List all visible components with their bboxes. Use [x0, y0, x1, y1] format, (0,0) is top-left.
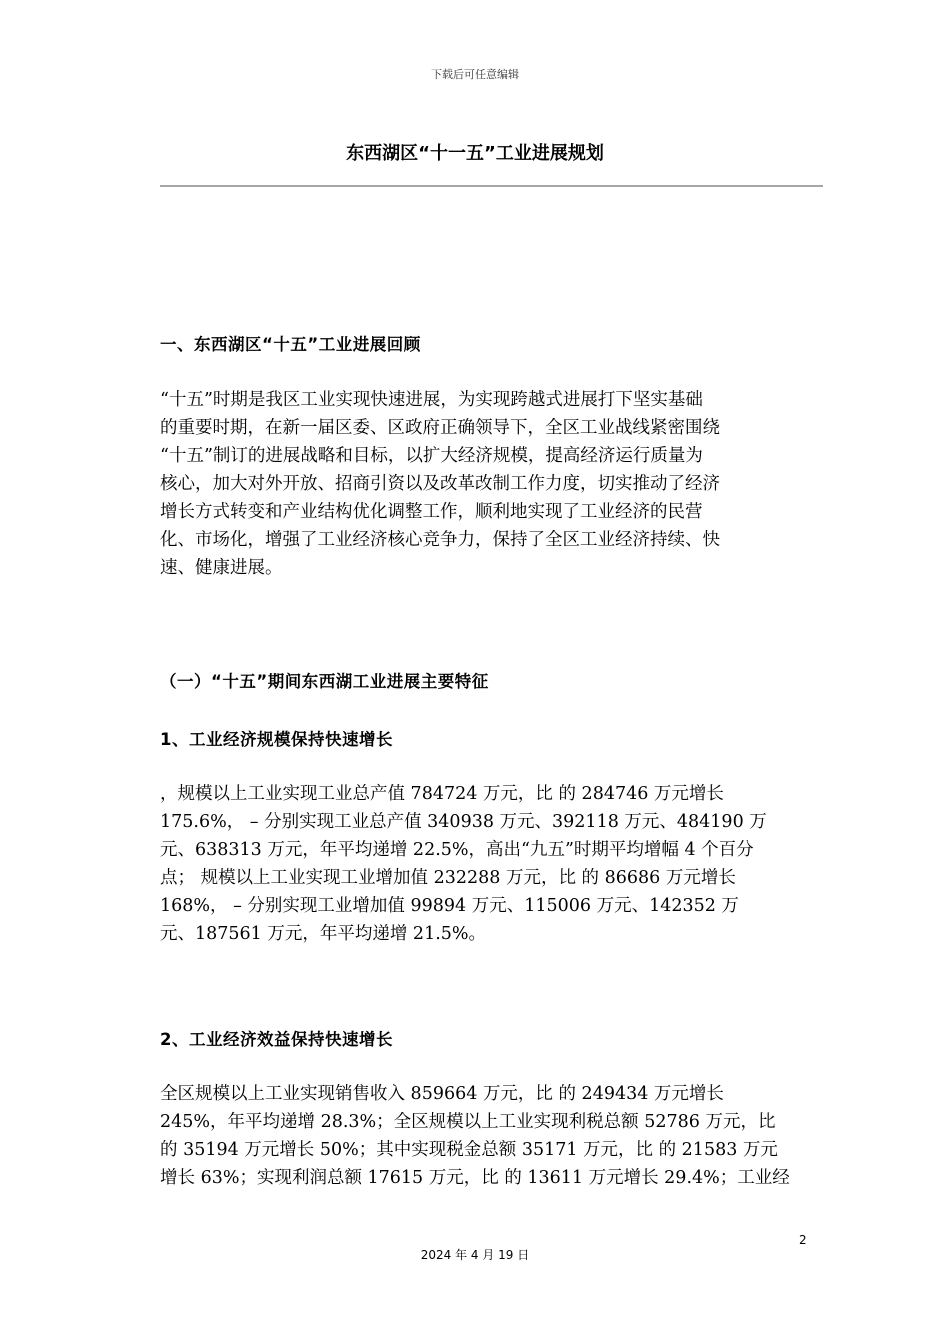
text-line: 核心，加大对外开放、招商引资以及改革改制工作力度，切实推动了经济 — [160, 474, 720, 494]
footer-date: 2024 年 4 月 19 日 — [420, 1248, 530, 1262]
text-line: “十五”时期是我区工业实现快速进展，为实现跨越式进展打下坚实基础 — [160, 390, 703, 410]
title-divider — [160, 185, 823, 187]
page-number: 2 — [799, 1233, 807, 1247]
text-line: 168%， – 分别实现工业增加值 99894 万元、115006 万元、142352 万 — [160, 896, 739, 916]
text-line: 175.6%， – 分别实现工业总产值 340938 万元、392118 万元、484190 万 — [160, 812, 767, 832]
text-line: 全区规模以上工业实现销售收入 859664 万元，比 的 249434 万元增长 — [160, 1084, 724, 1104]
text-line: 点； 规模以上工业实现工业增加值 232288 万元，比 的 86686 万元增长 — [160, 868, 736, 888]
header-note: 下载后可任意编辑 — [431, 68, 519, 81]
text-line: 增长 63%；实现利润总额 17615 万元，比 的 13611 万元增长 29.4%；工业经 — [160, 1168, 790, 1188]
text-line: 元、638313 万元，年平均递增 22.5%，高出“九五”时期平均增幅 4 个百分 — [160, 840, 754, 860]
point2-paragraph — [160, 1080, 800, 1192]
section-heading: 一、东西湖区“十五”工业进展回顾 — [160, 335, 421, 354]
subsection-heading: （一）“十五”期间东西湖工业进展主要特征 — [160, 672, 489, 691]
text-line: 的重要时期，在新一届区委、区政府正确领导下，全区工业战线紧密围绕 — [160, 418, 720, 438]
point-heading: 1、工业经济规模保持快速增长 — [160, 730, 393, 749]
text-line: 增长方式转变和产业结构优化调整工作，顺利地实现了工业经济的民营 — [160, 502, 703, 522]
document-title: 东西湖区“十一五”工业进展规划 — [346, 143, 604, 164]
point1-paragraph — [160, 780, 800, 948]
text-line: 化、市场化，增强了工业经济核心竞争力，保持了全区工业经济持续、快 — [160, 530, 720, 550]
point-heading: 2、工业经济效益保持快速增长 — [160, 1030, 393, 1049]
intro-paragraph — [160, 386, 800, 582]
text-line: 的 35194 万元增长 50%；其中实现税金总额 35171 万元，比 的 21583 万元 — [160, 1140, 778, 1160]
text-line: 元、187561 万元，年平均递增 21.5%。 — [160, 924, 487, 944]
text-line: 245%，年平均递增 28.3%；全区规模以上工业实现利税总额 52786 万元，比 — [160, 1112, 776, 1132]
text-line: 速、健康进展。 — [160, 558, 283, 578]
text-line: ，规模以上工业实现工业总产值 784724 万元，比 的 284746 万元增长 — [160, 784, 724, 804]
text-line: “十五”制订的进展战略和目标，以扩大经济规模，提高经济运行质量为 — [160, 446, 703, 466]
